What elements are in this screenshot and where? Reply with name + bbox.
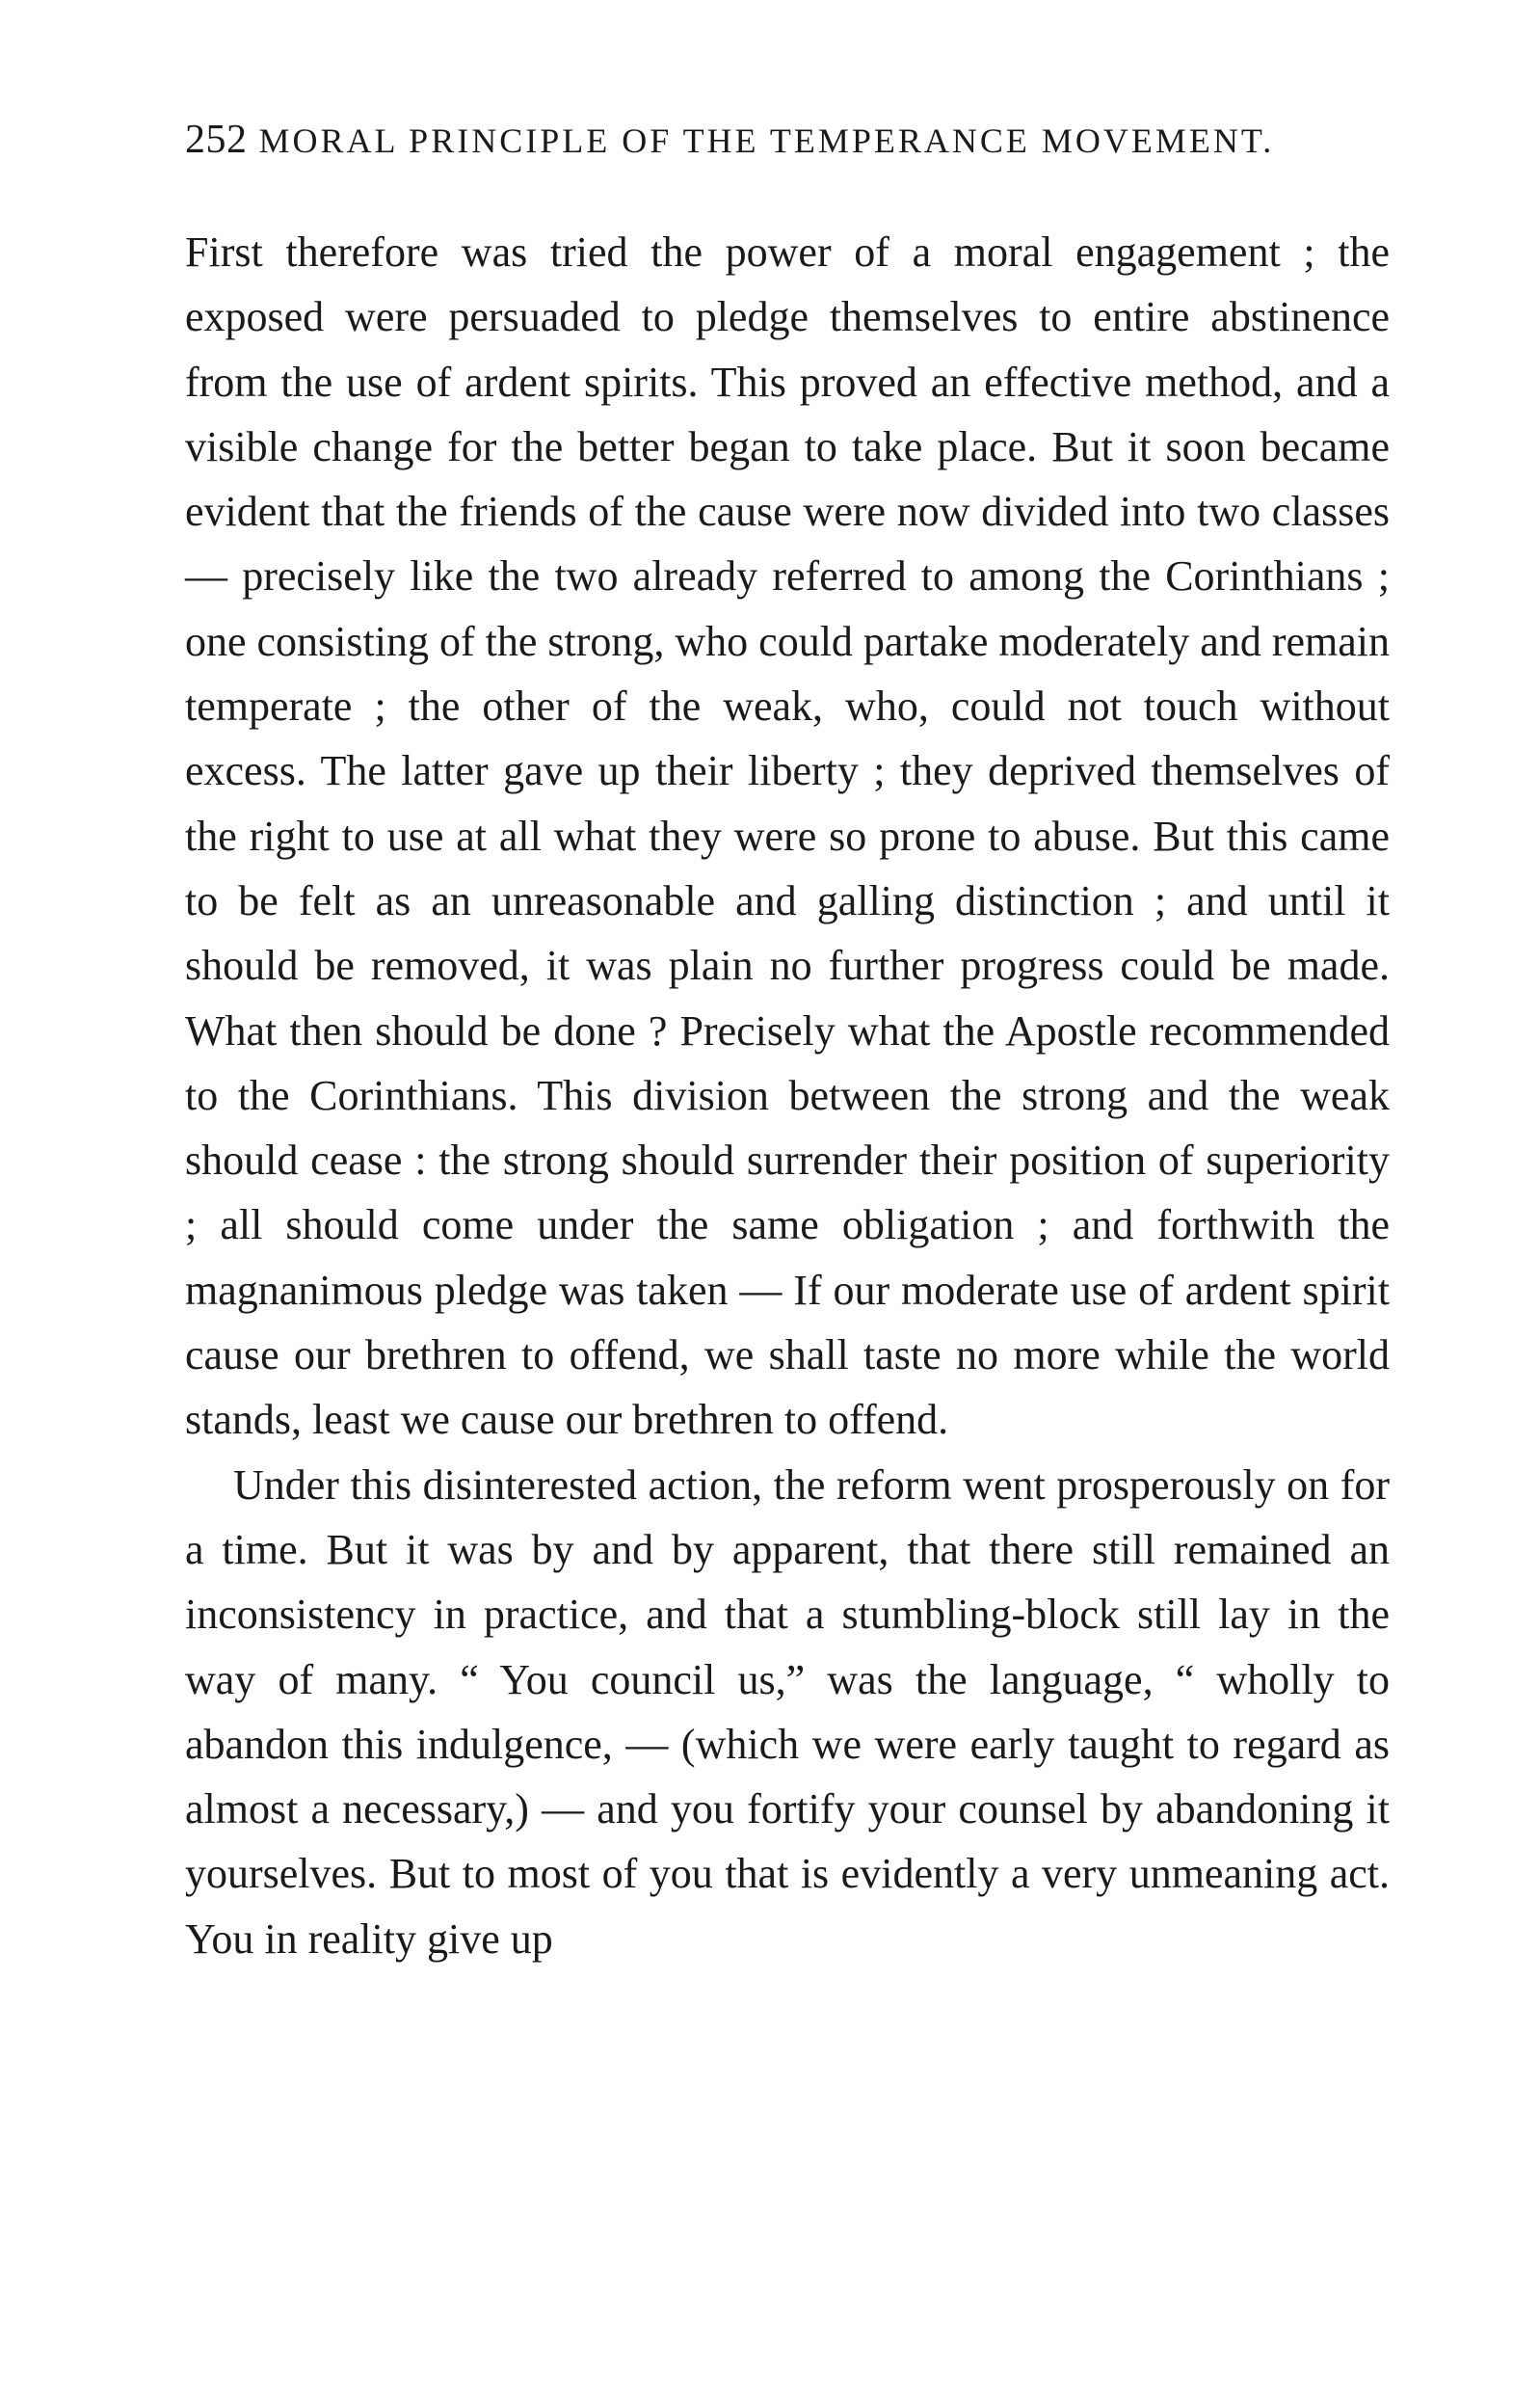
page-number: 252 xyxy=(185,118,248,162)
paragraph-2: Under this disinterested action, the reform went prosperously on for a time. But it was by and by apparent, that there still remained an inconsistency in practice, and that a stumbling-block still lay in the way of many. “ You council us,” was the language, “ wholly to abandon this indulgence, — (which we were early taught to regard as almost a necessary,) — and you fortify your counsel by abandoning it yourselves. But to most of you that is evidently a very unmeaning act. You in reality give up xyxy=(185,1460,1390,1963)
paragraph-1: First therefore was tried the power of a moral engagement ; the exposed were persuaded to pledge themselves to entire abstinence from the use of ardent spirits. This proved an effective method, and a visible change for the better began to take place. But it soon became evident that the friends of the cause were now divided into two classes — precisely like the two already referred to among the Corinthians ; one consisting of the strong, who could partake moderately and remain temperate ; the other of the weak, who, could not touch without excess. The latter gave up their liberty ; they deprived themselves of the right to use at all what they were so prone to abuse. But this came to be felt as an unreasonable and galling distinction ; and until it should be removed, it was plain no further progress could be made. What then should be done ? Precisely what the Apostle recommended to the Corinthians. This division between the strong and the weak should cease : the strong should surrender their position of superiority ; all should come under the same obligation ; and forthwith the magnanimous pledge was taken — If our moderate use of ardent spirit cause our brethren to offend, we shall taste no more while the world stands, least we cause our brethren to offend. xyxy=(185,228,1390,1444)
running-head xyxy=(185,116,1399,166)
body-text xyxy=(185,220,1390,1971)
running-title: MORAL PRINCIPLE OF THE TEMPERANCE MOVEMENT. xyxy=(258,121,1275,160)
